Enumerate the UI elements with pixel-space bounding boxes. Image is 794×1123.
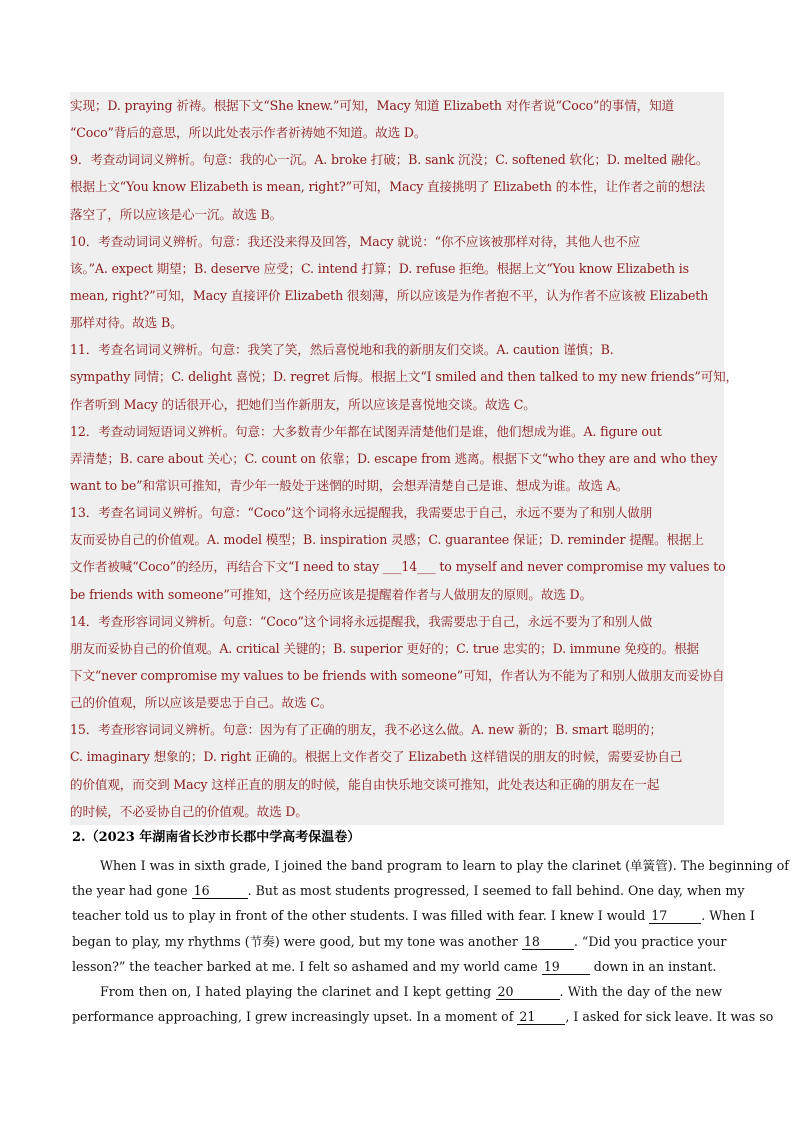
answer-line: 12．考查动词短语词义辨析。句意：大多数青少年都在试图弄清楚他们是谁，他们想成为谁。A. figure out [70,423,662,439]
answer-line: 10．考查动词词义辨析。句意：我还没来得及回答，Macy 就说：“你不应该被那样对待，其他人也不应 [70,233,641,249]
answer-line: 实现；D. praying 祈祷。根据下文“She knew.”可知，Macy 知道 Elizabeth 对作者说“Coco”的事情，知道 [70,98,675,113]
passage-text: lesson?” the teacher barked at me. I felt so ashamed and my world came [72,958,542,974]
answer-line: 15．考查形容词词义辨析。句意：因为有了正确的朋友，我不必这么做。A. new 新的；B. smart 聪明的； [70,722,662,738]
answer-line: 己的价值观，所以应该是要忠于自己。故选 C。 [70,695,333,711]
answer-line: 11．考查名词词义辨析。句意：我笑了笑，然后喜悦地和我的新朋友们交谈。A. caution 谨慎；B. [70,342,614,358]
cloze-blank: 19 [542,960,590,975]
passage-line [72,853,789,878]
answer-line: 那样对待。故选 B。 [70,315,183,331]
answer-line: “Coco”背后的意思，所以此处表示作者祈祷她不知道。故选 D。 [70,125,427,141]
passage-text: began to play, my rhythms (节奏) were good, but my tone was another [72,933,522,949]
answer-line: 13．考查名词词义辨析。句意：“Coco”这个词将永远提醒我，我需要忠于自己，永远不要为了和别人做朋 [70,505,653,521]
passage-text: performance approaching, I grew increasingly upset. In a moment of [72,1009,518,1025]
answer-line: 作者听到 Macy 的话很开心，把她们当作新朋友，所以应该是喜悦地交谈。故选 C。 [70,396,536,412]
cloze-blank: 21 [517,1010,565,1025]
answer-explanation-block [70,92,738,825]
answer-line: 9．考查动词词义辨析。句意：我的心一沉。A. broke 打破；B. sank 沉没；C. softened 软化；D. melted 融化。 [70,152,709,168]
passage-line [72,1004,774,1029]
passage-line [72,929,727,954]
answer-line: 落空了，所以应该是心一沉。故选 B。 [70,206,283,222]
passage-text: down in an instant. [589,958,717,974]
answer-line: 下文“never compromise my values to be friends with someone”可知，作者认为不能为了和别人做朋友而妥协自 [70,667,725,683]
passage-text: . With the day of the new [559,983,723,999]
cloze-blank: 20 [496,985,560,1000]
passage-text: , I asked for sick leave. It was so [565,1009,774,1025]
answer-line: 友而妥协自己的价值观。A. model 模型；B. inspiration 灵感；C. guarantee 保证；D. reminder 提醒。根据上 [70,532,704,548]
passage-text: the year had gone [72,883,192,899]
cloze-blank: 16 [192,884,248,899]
passage-text: . When I [701,908,755,924]
cloze-blank: 18 [522,935,574,950]
answer-line: 14．考查形容词词义辨析。句意：“Coco”这个词将永远提醒我，我需要忠于自己，永远不要为了和别人做 [70,613,653,629]
answer-line: 朋友而妥协自己的价值观。A. critical 关键的；B. superior 更好的；C. true 忠实的；D. immune 免疫的。根据 [70,640,699,656]
cloze-blank: 17 [649,909,701,924]
answer-line: want to be”和常识可推知，青少年一般处于迷惘的时期，会想弄清楚自己是谁、想成为谁。故选 A。 [70,477,629,493]
answer-line: be friends with someone”可推知，这个经历应该是提醒着作者与人做朋友的原则。故选 D。 [70,586,592,602]
question-section-title: 2.（2023 年湖南省长沙市长郡中学高考保温卷） [72,830,361,845]
passage-text: teacher told us to play in front of the other students. I was filled with fear. I knew I would [72,908,650,924]
answer-line: 根据上文“You know Elizabeth is mean, right?”可知，Macy 直接挑明了 Elizabeth 的本性，让作者之前的想法 [70,179,706,195]
answer-line: mean, right?”可知，Macy 直接评价 Elizabeth 很刻薄，所以应该是为作者抱不平，认为作者不应该被 Elizabeth [70,287,709,303]
passage-text: . But as most students progressed, I seemed to fall behind. One day, when my [247,883,745,899]
passage-line [72,878,745,903]
passage-text: From then on, I hated playing the clarinet and I kept getting [100,983,496,999]
answer-line: 的时候，不必妥协自己的价值观。故选 D。 [70,803,308,819]
passage-line [72,979,722,1004]
passage-text: . “Did you practice your [573,933,727,949]
answer-line: C. imaginary 想象的；D. right 正确的。根据上文作者交了 Elizabeth 这样错误的朋友的时候，需要妥协自己 [70,749,683,765]
answer-line: 的价值观，而交到 Macy 这样正直的朋友的时候，能自由快乐地交谈可推知，此处表达和正确的朋友在一起 [70,776,660,792]
cloze-passage [72,853,789,1029]
passage-line [72,903,755,928]
answer-line: 文作者被喊“Coco”的经历，再结合下文“I need to stay ___14___ to myself and never compromise my values to [70,559,726,575]
answer-line: sympathy 同情；C. delight 喜悦；D. regret 后悔。根据上文“I smiled and then talked to my new friends”可知， [70,369,738,385]
passage-line [72,954,722,979]
answer-line: 该。”A. expect 期望；B. deserve 应受；C. intend 打算；D. refuse 拒绝。根据上文“You know Elizabeth is [70,260,689,276]
passage-text: When I was in sixth grade, I joined the band program to learn to play the clarinet (单簧管). The beginning of [100,858,789,873]
answer-line: 弄清楚；B. care about 关心；C. count on 依靠；D. escape from 逃离。根据下文“who they are and who they [70,450,718,466]
